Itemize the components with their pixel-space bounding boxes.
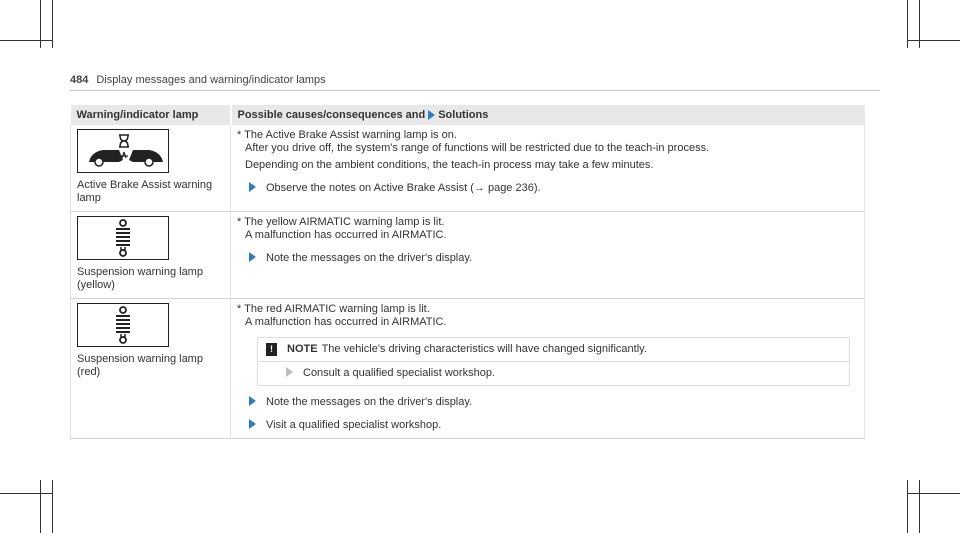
solution-step <box>249 396 858 409</box>
solution-step <box>249 182 858 195</box>
detail-text: Depending on the ambient conditions, the teach-in process may take a few minutes. <box>245 159 654 171</box>
crop-mark <box>907 480 908 533</box>
step-text: Visit a qualified specialist workshop. <box>266 419 442 431</box>
lamp-cell <box>71 212 231 299</box>
table-header-row <box>71 105 865 125</box>
table-row <box>71 125 865 212</box>
triangle-right-icon <box>249 182 256 192</box>
lamp-cell <box>71 299 231 439</box>
causes-cell <box>231 212 865 299</box>
triangle-right-icon <box>286 367 293 377</box>
crop-mark <box>919 480 920 533</box>
crop-mark <box>907 40 960 41</box>
step-text: Consult a qualified specialist workshop. <box>303 367 495 379</box>
note-title: NOTE <box>287 343 318 355</box>
crop-mark <box>52 0 53 48</box>
column-header-causes-label: Possible causes/consequences and <box>237 109 426 121</box>
detail-text: After you drive off, the system's range of functions will be restricted due to the teach-in process. <box>245 142 710 154</box>
column-header-causes <box>231 105 865 125</box>
table-row <box>71 212 865 299</box>
crop-mark <box>52 480 53 533</box>
cause-text: * The Active Brake Assist warning lamp is on. <box>237 129 457 141</box>
crop-mark <box>40 480 41 533</box>
step-text: Note the messages on the driver's display. <box>266 396 473 408</box>
exclamation-icon: ! <box>266 343 277 356</box>
page-reference-link[interactable]: page 236). <box>487 182 541 194</box>
header-divider <box>70 90 880 91</box>
triangle-right-icon <box>249 419 256 429</box>
lamp-label: Active Brake Assist warning lamp <box>77 179 213 204</box>
page-header <box>70 74 326 86</box>
cause-text: * The red AIRMATIC warning lamp is lit. <box>237 303 430 315</box>
triangle-right-icon <box>249 396 256 406</box>
triangle-right-icon <box>428 110 435 120</box>
triangle-right-icon <box>249 252 256 262</box>
solution-step <box>249 419 858 432</box>
page-title: Display messages and warning/indicator lamps <box>96 74 326 86</box>
suspension-icon <box>77 303 169 347</box>
causes-cell <box>231 299 865 439</box>
collision-warning-icon <box>77 129 169 173</box>
solution-step <box>249 252 858 265</box>
step-text: Observe the notes on Active Brake Assist ( <box>266 182 474 194</box>
lamp-label: Suspension warning lamp (yellow) <box>77 266 203 291</box>
note-header <box>258 338 849 362</box>
crop-mark <box>0 493 52 494</box>
column-header-solutions-label: Solutions <box>438 109 489 121</box>
arrow-icon: → <box>473 182 485 194</box>
column-header-lamp: Warning/indicator lamp <box>71 105 231 125</box>
page-number: 484 <box>70 74 89 86</box>
cause-text: * The yellow AIRMATIC warning lamp is lit. <box>237 216 445 228</box>
detail-text: A malfunction has occurred in AIRMATIC. <box>245 316 447 328</box>
suspension-icon <box>77 216 169 260</box>
step-text: Note the messages on the driver's display. <box>266 252 473 264</box>
lamp-label: Suspension warning lamp (red) <box>77 353 203 378</box>
lamp-cell <box>71 125 231 212</box>
detail-text: A malfunction has occurred in AIRMATIC. <box>245 229 447 241</box>
crop-mark <box>0 40 52 41</box>
crop-mark <box>907 493 960 494</box>
table-row <box>71 299 865 439</box>
note-step <box>258 362 849 385</box>
warning-lamp-table <box>70 105 865 439</box>
note-text: The vehicle's driving characteristics will have changed significantly. <box>321 343 647 355</box>
note-box <box>257 337 850 386</box>
causes-cell <box>231 125 865 212</box>
